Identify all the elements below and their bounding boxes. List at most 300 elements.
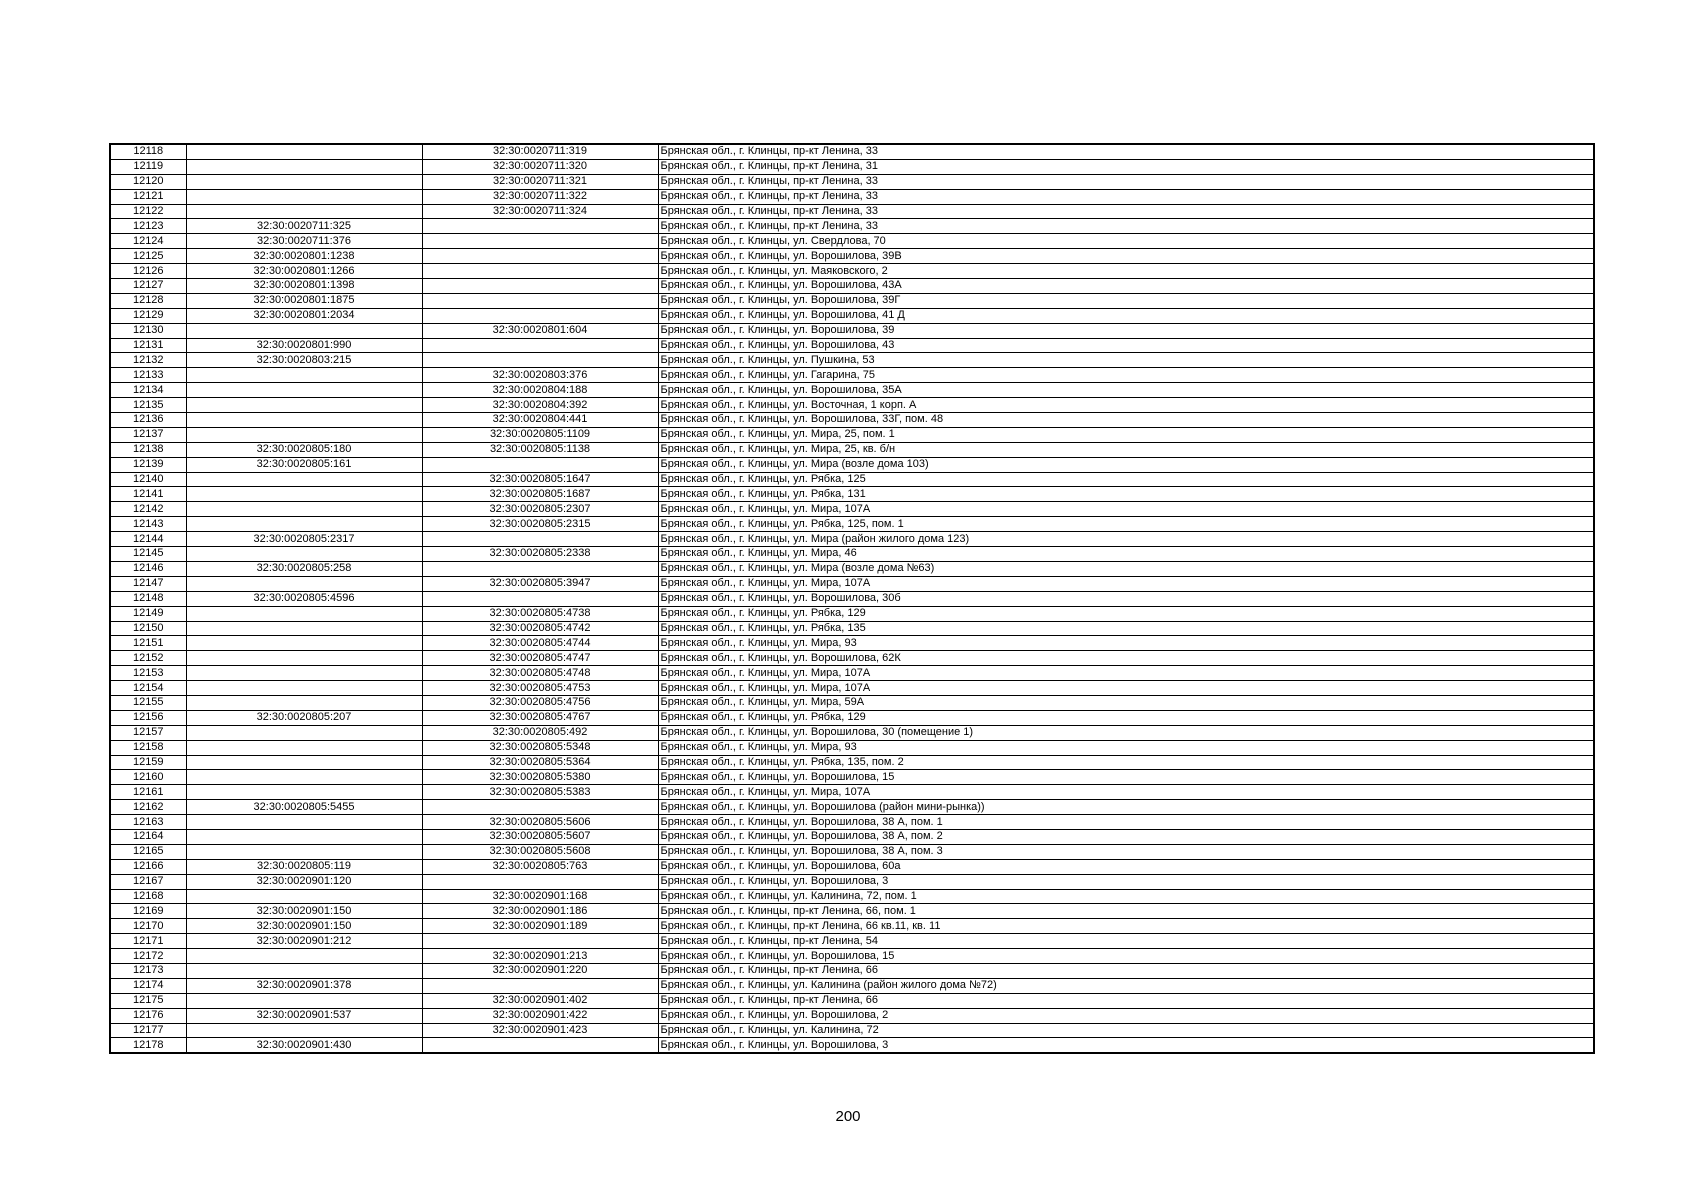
row-number-cell: 12143 — [110, 517, 186, 532]
land-cadastral-cell: 32:30:0020805:4596 — [186, 591, 422, 606]
address-cell: Брянская обл., г. Клинцы, пр-кт Ленина, 33 — [658, 144, 1594, 159]
table-row — [110, 338, 1594, 353]
table-row — [110, 1008, 1594, 1023]
address-cell: Брянская обл., г. Клинцы, ул. Ворошилова, 15 — [658, 770, 1594, 785]
address-cell: Брянская обл., г. Клинцы, пр-кт Ленина, 33 — [658, 219, 1594, 234]
building-cadastral-cell: 32:30:0020805:4747 — [422, 651, 658, 666]
row-number-cell: 12172 — [110, 949, 186, 964]
building-cadastral-cell: 32:30:0020805:2307 — [422, 502, 658, 517]
row-number-cell: 12173 — [110, 963, 186, 978]
row-number-cell: 12140 — [110, 472, 186, 487]
building-cadastral-cell: 32:30:0020805:1647 — [422, 472, 658, 487]
land-cadastral-cell — [186, 547, 422, 562]
row-number-cell: 12135 — [110, 398, 186, 413]
row-number-cell: 12121 — [110, 189, 186, 204]
table-row — [110, 710, 1594, 725]
row-number-cell: 12170 — [110, 919, 186, 934]
row-number-cell: 12122 — [110, 204, 186, 219]
address-cell: Брянская обл., г. Клинцы, ул. Ворошилова, 2 — [658, 1008, 1594, 1023]
table-row — [110, 174, 1594, 189]
table-row — [110, 472, 1594, 487]
building-cadastral-cell — [422, 934, 658, 949]
table-row — [110, 427, 1594, 442]
table-row — [110, 442, 1594, 457]
building-cadastral-cell: 32:30:0020805:5383 — [422, 785, 658, 800]
land-cadastral-cell: 32:30:0020901:150 — [186, 919, 422, 934]
building-cadastral-cell: 32:30:0020804:392 — [422, 398, 658, 413]
land-cadastral-cell — [186, 963, 422, 978]
table-row — [110, 978, 1594, 993]
land-cadastral-cell: 32:30:0020901:150 — [186, 904, 422, 919]
land-cadastral-cell — [186, 695, 422, 710]
address-cell: Брянская обл., г. Клинцы, ул. Мира, 107А — [658, 785, 1594, 800]
land-cadastral-cell: 32:30:0020711:376 — [186, 234, 422, 249]
row-number-cell: 12171 — [110, 934, 186, 949]
land-cadastral-cell — [186, 174, 422, 189]
row-number-cell: 12147 — [110, 576, 186, 591]
table-row — [110, 368, 1594, 383]
land-cadastral-cell: 32:30:0020805:207 — [186, 710, 422, 725]
building-cadastral-cell: 32:30:0020804:188 — [422, 383, 658, 398]
table-row — [110, 547, 1594, 562]
registry-table-body — [110, 144, 1594, 1053]
address-cell: Брянская обл., г. Клинцы, ул. Ворошилова, 43А — [658, 279, 1594, 294]
building-cadastral-cell: 32:30:0020805:5364 — [422, 755, 658, 770]
row-number-cell: 12167 — [110, 874, 186, 889]
building-cadastral-cell: 32:30:0020805:3947 — [422, 576, 658, 591]
address-cell: Брянская обл., г. Клинцы, ул. Рябка, 135 — [658, 621, 1594, 636]
row-number-cell: 12137 — [110, 427, 186, 442]
land-cadastral-cell — [186, 144, 422, 159]
row-number-cell: 12130 — [110, 323, 186, 338]
address-cell: Брянская обл., г. Клинцы, ул. Ворошилова, 41 Д — [658, 308, 1594, 323]
row-number-cell: 12127 — [110, 279, 186, 294]
land-cadastral-cell — [186, 413, 422, 428]
address-cell: Брянская обл., г. Клинцы, ул. Рябка, 125 — [658, 472, 1594, 487]
building-cadastral-cell: 32:30:0020804:441 — [422, 413, 658, 428]
address-cell: Брянская обл., г. Клинцы, ул. Ворошилова, 38 А, пом. 3 — [658, 844, 1594, 859]
land-cadastral-cell — [186, 725, 422, 740]
land-cadastral-cell — [186, 666, 422, 681]
table-row — [110, 591, 1594, 606]
address-cell: Брянская обл., г. Клинцы, пр-кт Ленина, 66 — [658, 963, 1594, 978]
address-cell: Брянская обл., г. Клинцы, ул. Свердлова, 70 — [658, 234, 1594, 249]
address-cell: Брянская обл., г. Клинцы, ул. Мира, 93 — [658, 740, 1594, 755]
row-number-cell: 12164 — [110, 829, 186, 844]
land-cadastral-cell — [186, 785, 422, 800]
row-number-cell: 12178 — [110, 1038, 186, 1053]
table-row — [110, 487, 1594, 502]
building-cadastral-cell: 32:30:0020805:4767 — [422, 710, 658, 725]
building-cadastral-cell: 32:30:0020711:322 — [422, 189, 658, 204]
address-cell: Брянская обл., г. Клинцы, ул. Маяковского, 2 — [658, 264, 1594, 279]
table-row — [110, 681, 1594, 696]
row-number-cell: 12153 — [110, 666, 186, 681]
building-cadastral-cell: 32:30:0020805:5607 — [422, 829, 658, 844]
building-cadastral-cell: 32:30:0020901:423 — [422, 1023, 658, 1038]
table-row — [110, 249, 1594, 264]
table-row — [110, 651, 1594, 666]
table-row — [110, 725, 1594, 740]
land-cadastral-cell: 32:30:0020801:990 — [186, 338, 422, 353]
land-cadastral-cell: 32:30:0020901:430 — [186, 1038, 422, 1053]
building-cadastral-cell: 32:30:0020805:5608 — [422, 844, 658, 859]
land-cadastral-cell — [186, 189, 422, 204]
row-number-cell: 12146 — [110, 561, 186, 576]
building-cadastral-cell — [422, 308, 658, 323]
land-cadastral-cell — [186, 427, 422, 442]
table-row — [110, 1038, 1594, 1053]
table-row — [110, 859, 1594, 874]
address-cell: Брянская обл., г. Клинцы, ул. Восточная, 1 корп. А — [658, 398, 1594, 413]
building-cadastral-cell — [422, 234, 658, 249]
address-cell: Брянская обл., г. Клинцы, пр-кт Ленина, 54 — [658, 934, 1594, 949]
row-number-cell: 12174 — [110, 978, 186, 993]
building-cadastral-cell: 32:30:0020901:189 — [422, 919, 658, 934]
building-cadastral-cell: 32:30:0020901:220 — [422, 963, 658, 978]
table-row — [110, 829, 1594, 844]
row-number-cell: 12159 — [110, 755, 186, 770]
row-number-cell: 12168 — [110, 889, 186, 904]
address-cell: Брянская обл., г. Клинцы, ул. Ворошилова, 39Г — [658, 293, 1594, 308]
table-row — [110, 308, 1594, 323]
building-cadastral-cell: 32:30:0020805:4756 — [422, 695, 658, 710]
building-cadastral-cell — [422, 279, 658, 294]
land-cadastral-cell — [186, 740, 422, 755]
address-cell: Брянская обл., г. Клинцы, ул. Ворошилова, 39 — [658, 323, 1594, 338]
building-cadastral-cell: 32:30:0020711:324 — [422, 204, 658, 219]
building-cadastral-cell: 32:30:0020901:186 — [422, 904, 658, 919]
land-cadastral-cell: 32:30:0020805:258 — [186, 561, 422, 576]
address-cell: Брянская обл., г. Клинцы, пр-кт Ленина, 33 — [658, 204, 1594, 219]
building-cadastral-cell: 32:30:0020805:4744 — [422, 636, 658, 651]
table-row — [110, 279, 1594, 294]
building-cadastral-cell — [422, 561, 658, 576]
table-row — [110, 457, 1594, 472]
land-cadastral-cell: 32:30:0020901:537 — [186, 1008, 422, 1023]
row-number-cell: 12156 — [110, 710, 186, 725]
table-row — [110, 204, 1594, 219]
row-number-cell: 12160 — [110, 770, 186, 785]
land-cadastral-cell — [186, 815, 422, 830]
address-cell: Брянская обл., г. Клинцы, пр-кт Ленина, 66 кв.11, кв. 11 — [658, 919, 1594, 934]
address-cell: Брянская обл., г. Клинцы, ул. Мира (возле дома №63) — [658, 561, 1594, 576]
table-row — [110, 770, 1594, 785]
building-cadastral-cell: 32:30:0020805:5348 — [422, 740, 658, 755]
address-cell: Брянская обл., г. Клинцы, ул. Ворошилова, 60а — [658, 859, 1594, 874]
building-cadastral-cell — [422, 353, 658, 368]
table-row — [110, 264, 1594, 279]
land-cadastral-cell — [186, 323, 422, 338]
building-cadastral-cell: 32:30:0020805:492 — [422, 725, 658, 740]
address-cell: Брянская обл., г. Клинцы, ул. Рябка, 131 — [658, 487, 1594, 502]
address-cell: Брянская обл., г. Клинцы, ул. Мира, 25, пом. 1 — [658, 427, 1594, 442]
row-number-cell: 12129 — [110, 308, 186, 323]
land-cadastral-cell — [186, 681, 422, 696]
address-cell: Брянская обл., г. Клинцы, пр-кт Ленина, 66, пом. 1 — [658, 904, 1594, 919]
land-cadastral-cell: 32:30:0020801:1398 — [186, 279, 422, 294]
address-cell: Брянская обл., г. Клинцы, ул. Рябка, 129 — [658, 606, 1594, 621]
table-row — [110, 383, 1594, 398]
table-row — [110, 934, 1594, 949]
building-cadastral-cell: 32:30:0020711:320 — [422, 159, 658, 174]
land-cadastral-cell — [186, 398, 422, 413]
row-number-cell: 12176 — [110, 1008, 186, 1023]
address-cell: Брянская обл., г. Клинцы, ул. Ворошилова, 3 — [658, 1038, 1594, 1053]
building-cadastral-cell: 32:30:0020805:1138 — [422, 442, 658, 457]
address-cell: Брянская обл., г. Клинцы, ул. Мира, 93 — [658, 636, 1594, 651]
address-cell: Брянская обл., г. Клинцы, ул. Ворошилова, 15 — [658, 949, 1594, 964]
land-cadastral-cell — [186, 472, 422, 487]
row-number-cell: 12162 — [110, 800, 186, 815]
row-number-cell: 12165 — [110, 844, 186, 859]
row-number-cell: 12145 — [110, 547, 186, 562]
land-cadastral-cell: 32:30:0020711:325 — [186, 219, 422, 234]
row-number-cell: 12175 — [110, 993, 186, 1008]
address-cell: Брянская обл., г. Клинцы, ул. Мира, 25, кв. б/н — [658, 442, 1594, 457]
building-cadastral-cell — [422, 800, 658, 815]
building-cadastral-cell — [422, 874, 658, 889]
row-number-cell: 12148 — [110, 591, 186, 606]
row-number-cell: 12118 — [110, 144, 186, 159]
land-cadastral-cell — [186, 487, 422, 502]
building-cadastral-cell: 32:30:0020805:4742 — [422, 621, 658, 636]
table-row — [110, 398, 1594, 413]
table-row — [110, 785, 1594, 800]
row-number-cell: 12136 — [110, 413, 186, 428]
row-number-cell: 12157 — [110, 725, 186, 740]
table-row — [110, 755, 1594, 770]
row-number-cell: 12133 — [110, 368, 186, 383]
address-cell: Брянская обл., г. Клинцы, ул. Мира, 107А — [658, 666, 1594, 681]
row-number-cell: 12150 — [110, 621, 186, 636]
building-cadastral-cell: 32:30:0020901:402 — [422, 993, 658, 1008]
table-row — [110, 993, 1594, 1008]
row-number-cell: 12151 — [110, 636, 186, 651]
table-row — [110, 234, 1594, 249]
land-cadastral-cell — [186, 889, 422, 904]
table-row — [110, 532, 1594, 547]
page-number: 200 — [835, 1108, 861, 1125]
table-row — [110, 159, 1594, 174]
address-cell: Брянская обл., г. Клинцы, ул. Калинина, 72 — [658, 1023, 1594, 1038]
land-cadastral-cell: 32:30:0020801:2034 — [186, 308, 422, 323]
address-cell: Брянская обл., г. Клинцы, ул. Пушкина, 53 — [658, 353, 1594, 368]
table-row — [110, 576, 1594, 591]
building-cadastral-cell: 32:30:0020805:4738 — [422, 606, 658, 621]
building-cadastral-cell: 32:30:0020801:604 — [422, 323, 658, 338]
land-cadastral-cell: 32:30:0020805:2317 — [186, 532, 422, 547]
table-row — [110, 517, 1594, 532]
address-cell: Брянская обл., г. Клинцы, ул. Мира, 107А — [658, 681, 1594, 696]
row-number-cell: 12132 — [110, 353, 186, 368]
table-row — [110, 353, 1594, 368]
row-number-cell: 12134 — [110, 383, 186, 398]
address-cell: Брянская обл., г. Клинцы, ул. Ворошилова, 35А — [658, 383, 1594, 398]
land-cadastral-cell — [186, 993, 422, 1008]
row-number-cell: 12126 — [110, 264, 186, 279]
land-cadastral-cell — [186, 621, 422, 636]
land-cadastral-cell — [186, 204, 422, 219]
land-cadastral-cell — [186, 844, 422, 859]
building-cadastral-cell — [422, 1038, 658, 1053]
land-cadastral-cell — [186, 576, 422, 591]
row-number-cell: 12141 — [110, 487, 186, 502]
land-cadastral-cell: 32:30:0020805:119 — [186, 859, 422, 874]
land-cadastral-cell: 32:30:0020801:1238 — [186, 249, 422, 264]
address-cell: Брянская обл., г. Клинцы, пр-кт Ленина, 31 — [658, 159, 1594, 174]
land-cadastral-cell: 32:30:0020901:120 — [186, 874, 422, 889]
table-row — [110, 413, 1594, 428]
table-row — [110, 949, 1594, 964]
row-number-cell: 12177 — [110, 1023, 186, 1038]
table-row — [110, 666, 1594, 681]
building-cadastral-cell: 32:30:0020805:4753 — [422, 681, 658, 696]
table-row — [110, 815, 1594, 830]
row-number-cell: 12163 — [110, 815, 186, 830]
table-row — [110, 904, 1594, 919]
address-cell: Брянская обл., г. Клинцы, ул. Мира, 107А — [658, 502, 1594, 517]
table-row — [110, 844, 1594, 859]
land-cadastral-cell — [186, 770, 422, 785]
address-cell: Брянская обл., г. Клинцы, ул. Калинина, 72, пом. 1 — [658, 889, 1594, 904]
building-cadastral-cell: 32:30:0020901:168 — [422, 889, 658, 904]
row-number-cell: 12144 — [110, 532, 186, 547]
land-cadastral-cell — [186, 383, 422, 398]
building-cadastral-cell — [422, 293, 658, 308]
table-row — [110, 740, 1594, 755]
row-number-cell: 12142 — [110, 502, 186, 517]
address-cell: Брянская обл., г. Клинцы, ул. Мира, 107А — [658, 576, 1594, 591]
land-cadastral-cell: 32:30:0020801:1875 — [186, 293, 422, 308]
building-cadastral-cell — [422, 591, 658, 606]
address-cell: Брянская обл., г. Клинцы, ул. Ворошилова, 43 — [658, 338, 1594, 353]
address-cell: Брянская обл., г. Клинцы, ул. Ворошилова, 30 (помещение 1) — [658, 725, 1594, 740]
row-number-cell: 12138 — [110, 442, 186, 457]
building-cadastral-cell: 32:30:0020805:1687 — [422, 487, 658, 502]
row-number-cell: 12166 — [110, 859, 186, 874]
row-number-cell: 12139 — [110, 457, 186, 472]
building-cadastral-cell — [422, 249, 658, 264]
row-number-cell: 12128 — [110, 293, 186, 308]
land-cadastral-cell — [186, 606, 422, 621]
address-cell: Брянская обл., г. Клинцы, пр-кт Ленина, 33 — [658, 174, 1594, 189]
row-number-cell: 12119 — [110, 159, 186, 174]
table-row — [110, 293, 1594, 308]
row-number-cell: 12152 — [110, 651, 186, 666]
land-cadastral-cell — [186, 517, 422, 532]
row-number-cell: 12124 — [110, 234, 186, 249]
row-number-cell: 12158 — [110, 740, 186, 755]
table-row — [110, 919, 1594, 934]
building-cadastral-cell: 32:30:0020805:1109 — [422, 427, 658, 442]
land-cadastral-cell — [186, 636, 422, 651]
building-cadastral-cell: 32:30:0020711:321 — [422, 174, 658, 189]
table-row — [110, 189, 1594, 204]
land-cadastral-cell: 32:30:0020805:161 — [186, 457, 422, 472]
land-cadastral-cell — [186, 1023, 422, 1038]
building-cadastral-cell: 32:30:0020711:319 — [422, 144, 658, 159]
row-number-cell: 12120 — [110, 174, 186, 189]
land-cadastral-cell — [186, 159, 422, 174]
table-row — [110, 963, 1594, 978]
building-cadastral-cell: 32:30:0020901:213 — [422, 949, 658, 964]
address-cell: Брянская обл., г. Клинцы, ул. Мира (район жилого дома 123) — [658, 532, 1594, 547]
table-row — [110, 889, 1594, 904]
address-cell: Брянская обл., г. Клинцы, ул. Ворошилова, 33Г, пом. 48 — [658, 413, 1594, 428]
address-cell: Брянская обл., г. Клинцы, ул. Ворошилова, 3 — [658, 874, 1594, 889]
land-cadastral-cell — [186, 651, 422, 666]
building-cadastral-cell: 32:30:0020805:763 — [422, 859, 658, 874]
land-cadastral-cell — [186, 368, 422, 383]
building-cadastral-cell — [422, 532, 658, 547]
land-cadastral-cell: 32:30:0020901:212 — [186, 934, 422, 949]
table-row — [110, 636, 1594, 651]
table-row — [110, 561, 1594, 576]
building-cadastral-cell — [422, 457, 658, 472]
land-cadastral-cell — [186, 502, 422, 517]
building-cadastral-cell: 32:30:0020805:5606 — [422, 815, 658, 830]
row-number-cell: 12149 — [110, 606, 186, 621]
table-row — [110, 502, 1594, 517]
row-number-cell: 12131 — [110, 338, 186, 353]
table-row — [110, 219, 1594, 234]
land-cadastral-cell: 32:30:0020805:5455 — [186, 800, 422, 815]
address-cell: Брянская обл., г. Клинцы, ул. Ворошилова, 39В — [658, 249, 1594, 264]
address-cell: Брянская обл., г. Клинцы, ул. Рябка, 125, пом. 1 — [658, 517, 1594, 532]
land-cadastral-cell: 32:30:0020805:180 — [186, 442, 422, 457]
building-cadastral-cell: 32:30:0020803:376 — [422, 368, 658, 383]
address-cell: Брянская обл., г. Клинцы, ул. Ворошилова, 38 А, пом. 2 — [658, 829, 1594, 844]
row-number-cell: 12125 — [110, 249, 186, 264]
row-number-cell: 12155 — [110, 695, 186, 710]
address-cell: Брянская обл., г. Клинцы, ул. Калинина (район жилого дома №72) — [658, 978, 1594, 993]
address-cell: Брянская обл., г. Клинцы, ул. Мира (возле дома 103) — [658, 457, 1594, 472]
address-cell: Брянская обл., г. Клинцы, ул. Ворошилова, 62К — [658, 651, 1594, 666]
building-cadastral-cell — [422, 264, 658, 279]
address-cell: Брянская обл., г. Клинцы, пр-кт Ленина, 33 — [658, 189, 1594, 204]
building-cadastral-cell — [422, 219, 658, 234]
registry-table — [109, 143, 1595, 1054]
address-cell: Брянская обл., г. Клинцы, ул. Ворошилова, 38 А, пом. 1 — [658, 815, 1594, 830]
building-cadastral-cell: 32:30:0020805:2315 — [422, 517, 658, 532]
building-cadastral-cell: 32:30:0020805:2338 — [422, 547, 658, 562]
table-row — [110, 606, 1594, 621]
address-cell: Брянская обл., г. Клинцы, ул. Ворошилова, 30б — [658, 591, 1594, 606]
land-cadastral-cell: 32:30:0020803:215 — [186, 353, 422, 368]
address-cell: Брянская обл., г. Клинцы, пр-кт Ленина, 66 — [658, 993, 1594, 1008]
table-row — [110, 695, 1594, 710]
land-cadastral-cell — [186, 949, 422, 964]
building-cadastral-cell: 32:30:0020901:422 — [422, 1008, 658, 1023]
table-row — [110, 1023, 1594, 1038]
row-number-cell: 12154 — [110, 681, 186, 696]
address-cell: Брянская обл., г. Клинцы, ул. Мира, 46 — [658, 547, 1594, 562]
table-row — [110, 800, 1594, 815]
building-cadastral-cell: 32:30:0020805:4748 — [422, 666, 658, 681]
table-row — [110, 144, 1594, 159]
land-cadastral-cell — [186, 755, 422, 770]
table-row — [110, 323, 1594, 338]
building-cadastral-cell — [422, 338, 658, 353]
row-number-cell: 12161 — [110, 785, 186, 800]
address-cell: Брянская обл., г. Клинцы, ул. Рябка, 129 — [658, 710, 1594, 725]
row-number-cell: 12169 — [110, 904, 186, 919]
table-row — [110, 621, 1594, 636]
address-cell: Брянская обл., г. Клинцы, ул. Рябка, 135, пом. 2 — [658, 755, 1594, 770]
address-cell: Брянская обл., г. Клинцы, ул. Мира, 59А — [658, 695, 1594, 710]
land-cadastral-cell — [186, 829, 422, 844]
